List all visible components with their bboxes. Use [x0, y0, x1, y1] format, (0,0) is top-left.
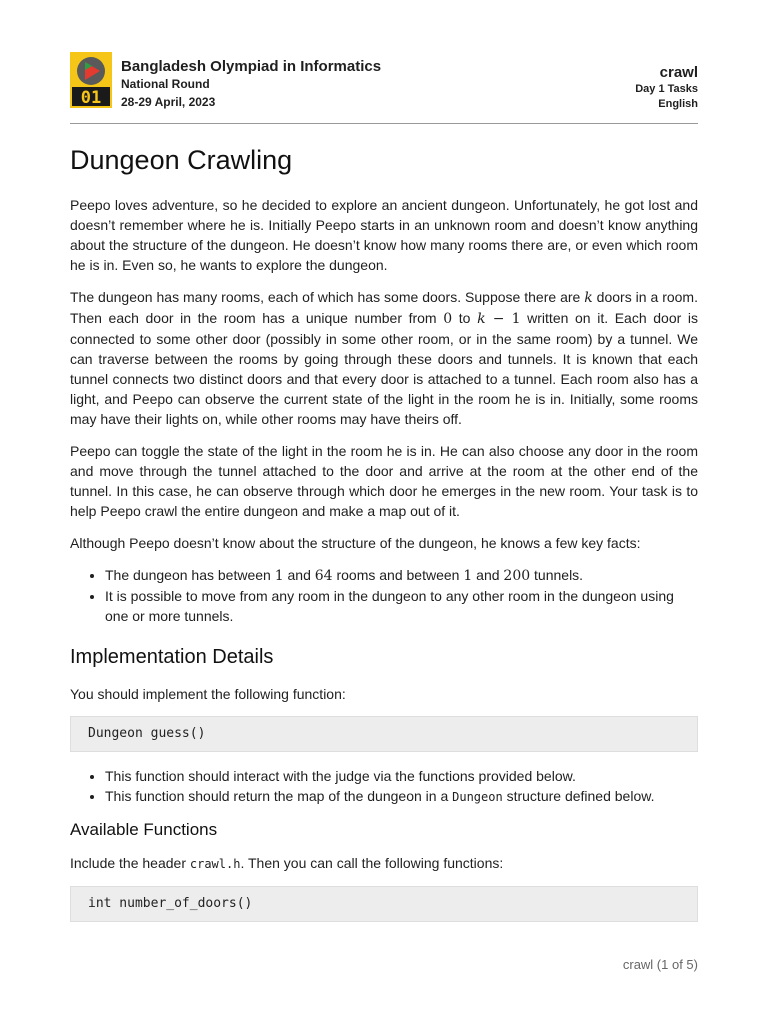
page-footer: crawl (1 of 5): [622, 957, 698, 972]
list-item: [105, 786, 698, 807]
text-span: doors in a room. Then each door in the room has a unique number from: [70, 289, 698, 326]
paragraph-intro: Peepo loves adventure, so he decided to explore an ancient dungeon. Unfortunately, he got lost and doesn’t remember where he is. Initially Peepo starts in an unknown room and doesn’t know anything about the structure of the dungeon. He doesn’t know how many rooms there are, or even which room he is in. Even so, he wants to explore the dungeon.: [70, 197, 698, 273]
paragraph-include: [70, 853, 698, 874]
inline-code: Dungeon: [452, 790, 503, 804]
text-span: Include the header: [70, 855, 190, 871]
math-zero: 0: [443, 311, 453, 327]
math-k: k: [584, 290, 593, 306]
paragraph-actions: Peepo can toggle the state of the light in the room he is in. He can also choose any door in the room and move through the tunnel attached to the door and arrive at the room at the other end of the tunnel. In this case, he can observe through which door he emerges in the new room. Your task is to help Peepo crawl the entire dungeon and make a map out of it.: [70, 443, 698, 519]
text-span: and: [283, 567, 315, 583]
paragraph-structure: [70, 287, 698, 429]
list-item: • This function should interact with the judge via the functions provided below.: [105, 766, 698, 786]
list-item: [105, 565, 698, 586]
text-span: The dungeon has between: [105, 567, 275, 583]
contest-dates: 28-29 April, 2023: [121, 95, 216, 109]
document-body: [70, 142, 698, 936]
math-k: k: [477, 311, 486, 327]
text-span: to: [452, 310, 478, 326]
implementation-list: [70, 766, 698, 807]
org-title: Bangladesh Olympiad in Informatics: [121, 58, 382, 75]
facts-list: [70, 565, 698, 626]
text-span: This function should return the map of the dungeon in a: [105, 788, 453, 804]
subsection-heading-functions: Available Functions: [70, 820, 218, 839]
inline-code: crawl.h: [189, 857, 241, 871]
olympiad-logo: [70, 52, 112, 108]
math-minus-one: − 1: [485, 311, 521, 327]
text-span: structure defined below.: [502, 788, 655, 804]
text-span: . Then you can call the following functions:: [240, 855, 504, 871]
text-span: tunnels.: [530, 567, 584, 583]
code-block-guess: Dungeon guess(): [70, 716, 698, 752]
org-block: [121, 58, 381, 111]
paragraph-facts-intro: Although Peepo doesn’t know about the structure of the dungeon, he knows a few key facts:: [70, 535, 641, 551]
text-span: rooms and between: [332, 567, 464, 583]
logo-text: 01: [80, 88, 102, 108]
list-item: • It is possible to move from any room in the dungeon to any other room in the dungeon using one or more tunnels.: [105, 586, 698, 626]
task-language: English: [658, 98, 698, 110]
task-name: crawl: [659, 64, 698, 81]
task-day: Day 1 Tasks: [635, 83, 698, 95]
text-span: written on it. Each door is connected to some other door (possibly in some other room, or in the same room) by a tunnel. We can traverse between the rooms by going through these doors and tunnels. It is known that each tunnel connects two distinct doors and that every door is attached to a tunnel. Each room also has a light, and Peepo can observe the current state of the light in the room he is in. Initially, some rooms may have their lights on, while other rooms may have theirs off.: [70, 310, 698, 427]
text-span: and: [472, 567, 504, 583]
header-divider: [70, 123, 698, 124]
math-value: 1: [274, 568, 284, 584]
section-heading-implementation: Implementation Details: [70, 646, 274, 668]
code-block-number-of-doors: int number_of_doors(): [70, 886, 698, 922]
text-span: The dungeon has many rooms, each of which has some doors. Suppose there are: [70, 289, 585, 305]
math-value: 200: [503, 568, 531, 584]
page-header: [70, 52, 698, 122]
math-value: 1: [463, 568, 473, 584]
math-value: 64: [314, 568, 333, 584]
task-meta: [635, 64, 698, 112]
paragraph-implement: You should implement the following function:: [70, 686, 346, 702]
problem-title: Dungeon Crawling: [70, 145, 293, 175]
round-name: National Round: [121, 77, 210, 91]
